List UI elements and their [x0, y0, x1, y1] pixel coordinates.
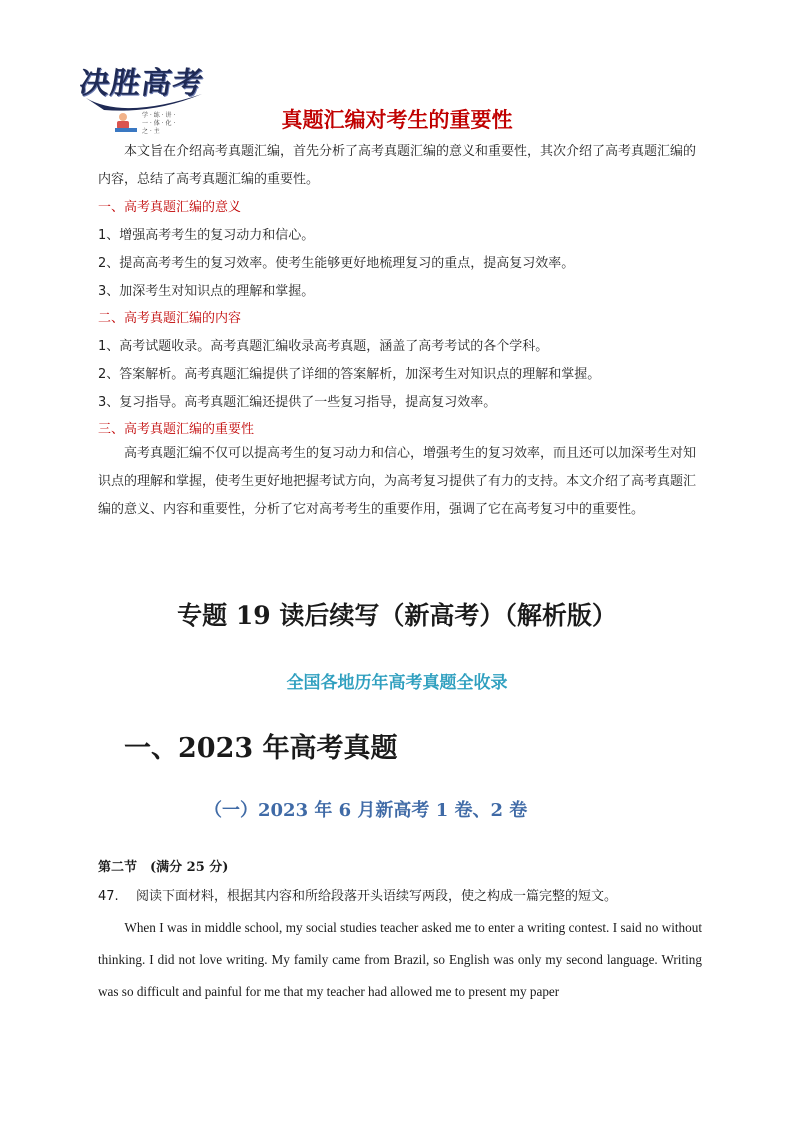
- section-heading-importance: 三、高考真题汇编的重要性: [98, 422, 255, 437]
- reading-passage: When I was in middle school, my social studies teacher asked me to enter a writing contest. I said no without thinking. I did not love writing. My family came from Brazil, so English was only my second language. Writing was so difficult and painful for me that my teacher had allowed me to present my paper: [98, 920, 702, 999]
- list-item: 2、提高高考考生的复习效率。使考生能够更好地梳理复习的重点，提高复习效率。: [98, 256, 575, 271]
- list-item: 3、复习指导。高考真题汇编还提供了一些复习指导，提高复习效率。: [98, 395, 497, 410]
- list-item: 1、增强高考考生的复习动力和信心。: [98, 228, 315, 243]
- section-heading-meaning: 一、高考真题汇编的意义: [98, 200, 242, 215]
- topic-title: 专题 19 读后续写（新高考）（解析版）: [177, 601, 617, 630]
- question-instruction: [98, 885, 617, 904]
- section-label: 第二节 (满分 25 分): [98, 860, 229, 875]
- logo-tagline: 学 · 练 · 讲 · 一 · 体 · 化 · 之 · 主: [142, 112, 176, 135]
- list-item: 1、高考试题收录。高考真题汇编收录高考真题，涵盖了高考考试的各个学科。: [98, 339, 549, 354]
- section-heading-content: 二、高考真题汇编的内容: [98, 311, 242, 326]
- intro-paragraph: 本文旨在介绍高考真题汇编，首先分析了高考真题汇编的意义和重要性，其次介绍了高考真题汇编的内容，总结了高考真题汇编的重要性。: [98, 144, 697, 187]
- logo-brand-text: 决胜高考: [77, 66, 206, 101]
- list-item: 3、加深考生对知识点的理解和掌握。: [98, 284, 315, 299]
- question-text: 阅读下面材料，根据其内容和所给段落开头语续写两段，使之构成一篇完整的短文。: [136, 889, 618, 904]
- year-heading: 一、2023 年高考真题: [124, 733, 398, 764]
- importance-paragraph: 高考真题汇编不仅可以提高考生的复习动力和信心，增强考生的复习效率，而且还可以加深考生对知识点的理解和掌握，使考生更好地把握考试方向，为高考复习提供了有力的支持。本文介绍了高考真题汇编的意义、内容和重要性，分析了它对高考考生的重要作用，强调了它在高考复习中的重要性。: [98, 446, 697, 517]
- question-number: 47.: [98, 889, 119, 904]
- list-item: 2、答案解析。高考真题汇编提供了详细的答案解析，加深考生对知识点的理解和掌握。: [98, 367, 601, 382]
- exam-heading: （一）2023 年 6 月新高考 1 卷、2 卷: [204, 800, 528, 821]
- collection-subtitle: 全国各地历年高考真题全收录: [286, 673, 508, 693]
- intro-title: 真题汇编对考生的重要性: [281, 108, 513, 132]
